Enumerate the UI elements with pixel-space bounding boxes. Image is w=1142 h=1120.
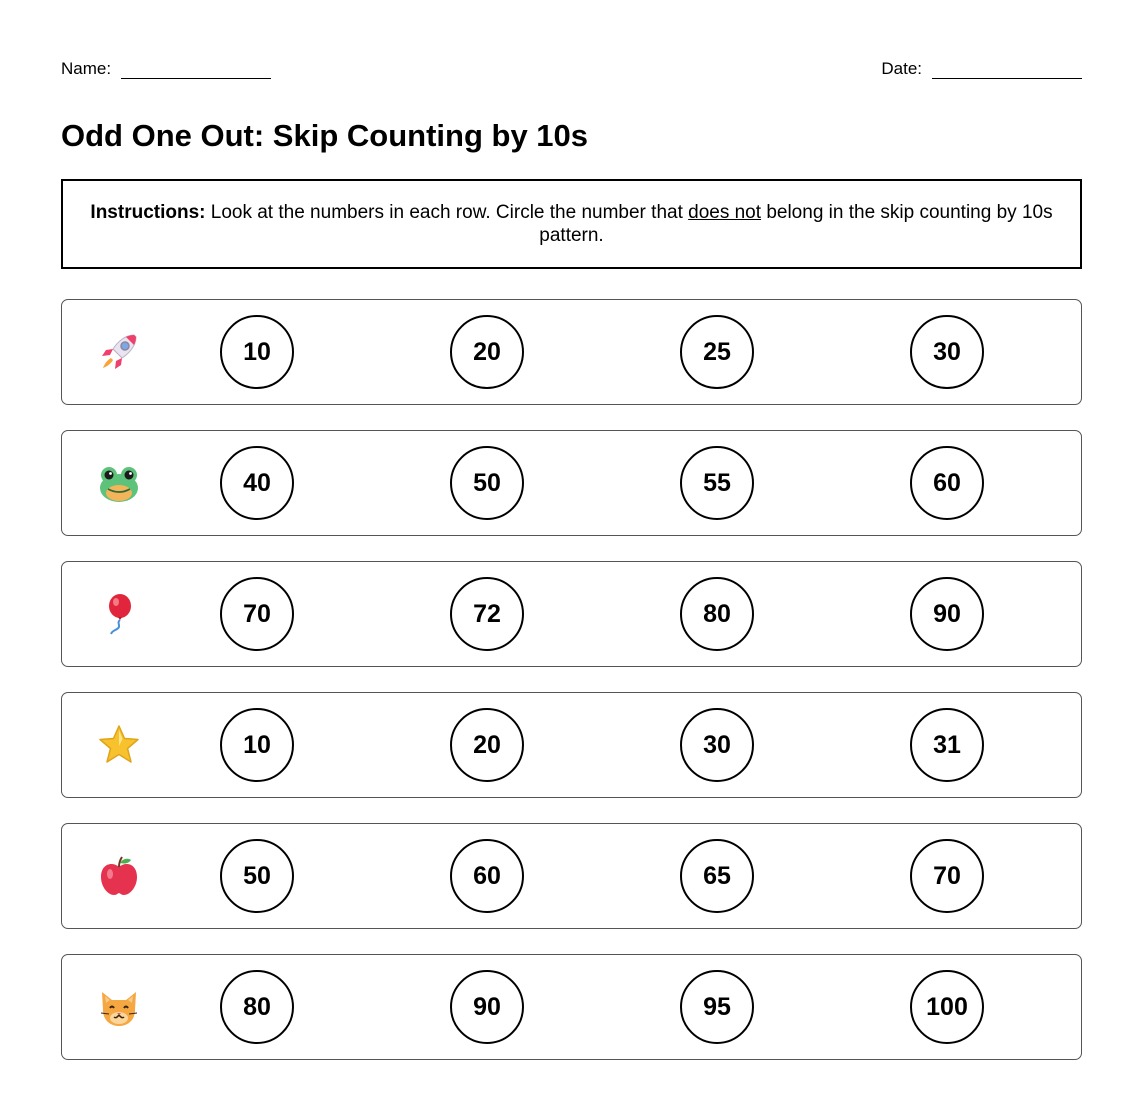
frog-icon xyxy=(98,462,140,504)
balloon-icon xyxy=(98,593,140,635)
rows-list xyxy=(61,299,1082,1085)
name-label: Name: xyxy=(61,59,112,78)
instructions-box xyxy=(61,179,1082,269)
number-circle[interactable]: 60 xyxy=(910,446,984,520)
number-circle[interactable]: 72 xyxy=(450,577,524,651)
number-circle[interactable]: 50 xyxy=(450,446,524,520)
number-circle[interactable]: 30 xyxy=(680,708,754,782)
row-apple xyxy=(61,823,1082,929)
number-circle[interactable]: 70 xyxy=(910,839,984,913)
date-field xyxy=(881,58,1082,79)
number-circle[interactable]: 80 xyxy=(220,970,294,1044)
row-star xyxy=(61,692,1082,798)
cat-icon xyxy=(98,986,140,1028)
number-circle[interactable]: 25 xyxy=(680,315,754,389)
instructions-text-before: Look at the numbers in each row. Circle the number that xyxy=(205,202,689,223)
number-circle[interactable]: 80 xyxy=(680,577,754,651)
number-circle[interactable]: 70 xyxy=(220,577,294,651)
name-field xyxy=(61,58,271,79)
number-circle[interactable]: 100 xyxy=(910,970,984,1044)
rocket-icon xyxy=(98,331,140,373)
name-line[interactable] xyxy=(121,58,271,79)
row-balloon xyxy=(61,561,1082,667)
number-circle[interactable]: 50 xyxy=(220,839,294,913)
apple-icon xyxy=(98,855,140,897)
number-circle[interactable]: 10 xyxy=(220,315,294,389)
star-icon xyxy=(98,724,140,766)
row-frog xyxy=(61,430,1082,536)
row-cat xyxy=(61,954,1082,1060)
number-circle[interactable]: 40 xyxy=(220,446,294,520)
number-circle[interactable]: 20 xyxy=(450,315,524,389)
number-circle[interactable]: 90 xyxy=(450,970,524,1044)
number-circle[interactable]: 90 xyxy=(910,577,984,651)
number-circle[interactable]: 31 xyxy=(910,708,984,782)
row-rocket xyxy=(61,299,1082,405)
instructions-label: Instructions: xyxy=(90,202,206,223)
number-circle[interactable]: 95 xyxy=(680,970,754,1044)
number-circle[interactable]: 20 xyxy=(450,708,524,782)
date-label: Date: xyxy=(881,59,922,78)
number-circle[interactable]: 55 xyxy=(680,446,754,520)
header-row xyxy=(61,58,1082,82)
number-circle[interactable]: 65 xyxy=(680,839,754,913)
date-line[interactable] xyxy=(932,58,1082,79)
number-circle[interactable]: 60 xyxy=(450,839,524,913)
number-circle[interactable]: 10 xyxy=(220,708,294,782)
instructions-text-after: belong in the skip counting by 10s pattern. xyxy=(539,202,1053,246)
page-title: Odd One Out: Skip Counting by 10s xyxy=(61,118,589,153)
number-circle[interactable]: 30 xyxy=(910,315,984,389)
instructions-underlined: does not xyxy=(688,202,762,223)
